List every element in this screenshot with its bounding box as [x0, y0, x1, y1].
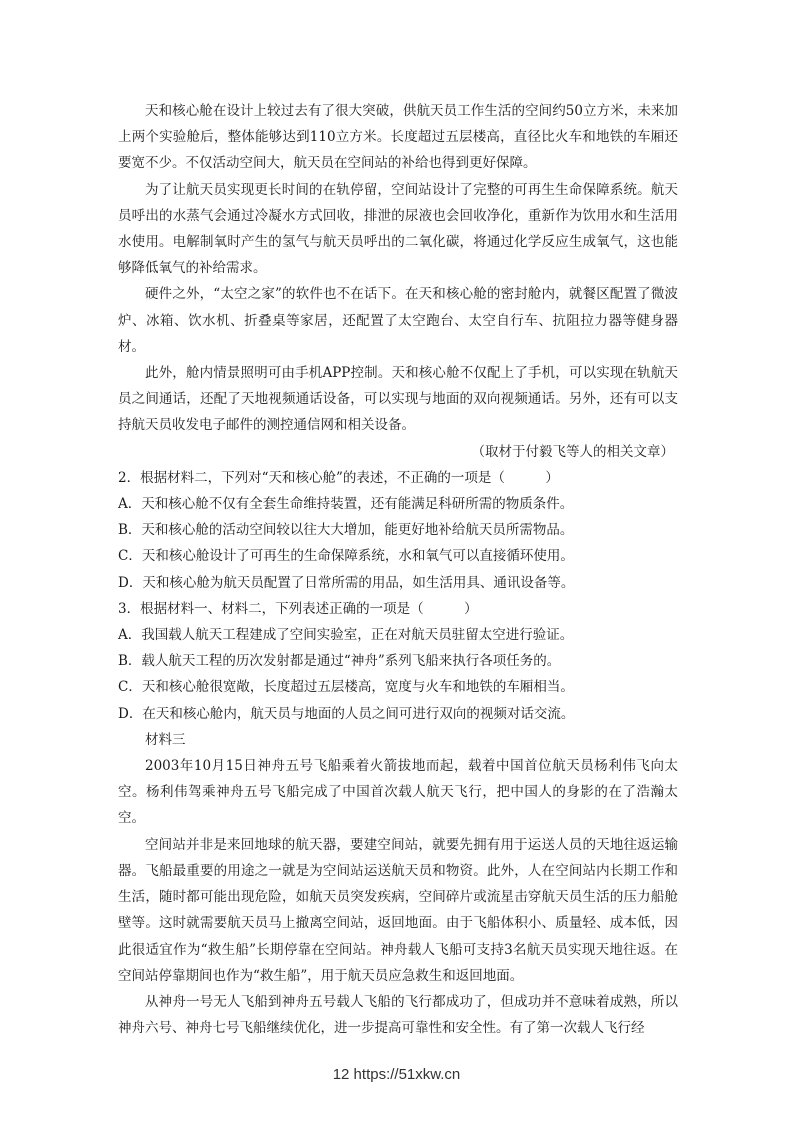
paragraph-space-volume: 天和核心舱在设计上较过去有了很大突破，供航天员工作生活的空间约50立方米，未来加上两个实验舱后，整体能够达到110立方米。长度超过五层楼高，直径比火车和地铁的车厢还要宽不少。不仅活动空间大，航天员在空间站的补给也得到更好保障。	[118, 103, 678, 172]
question-2-stem: 2．根据材料二，下列对“天和核心舱”的表述，不正确的一项是（ ）	[118, 469, 559, 486]
paragraph-shenzhou-series: 从神舟一号无人飞船到神舟五号载人飞船的飞行都成功了，但成功并不意味着成熟，所以神舟六号、神舟七号飞船继续优化，进一步提高可靠性和安全性。有了第一次载人飞行经	[118, 993, 678, 1037]
question-3-stem: 3．根据材料一、材料二，下列表述正确的一项是（ ）	[118, 600, 478, 617]
material-3-heading: 材料三	[145, 731, 186, 748]
question-3-option-d: D．在天和核心舱内，航天员与地面的人员之间可进行双向的视频对话交流。	[118, 705, 575, 722]
paragraph-life-support: 为了让航天员实现更长时间的在轨停留，空间站设计了完整的可再生生命保障系统。航天员呼出的水蒸气会通过冷凝水方式回收，排泄的尿液也会回收净化，重新作为饮用水和生活用水使用。电解制氧时产生的氢气与航天员呼出的二氧化碳，将通过化学反应生成氧气，这也能够降低氧气的补给需求。	[118, 181, 678, 277]
paragraph-software: 硬件之外，“太空之家”的软件也不在话下。在天和核心舱的密封舱内，就餐区配置了微波炉、冰箱、饮水机、折叠桌等家居，还配置了太空跑台、太空自行车、抗阻拉力器等健身器材。	[118, 286, 678, 355]
question-3-option-b: B．载人航天工程的历次发射都是通过“神舟”系列飞船来执行各项任务的。	[118, 653, 561, 670]
question-2-option-c: C．天和核心舱设计了可再生的生命保障系统，水和氧气可以直接循环使用。	[118, 548, 574, 565]
page-footer: 12 https://51xkw.cn	[332, 1066, 461, 1083]
source-note: （取材于付毅飞等人的相关文章）	[471, 443, 674, 460]
paragraph-shenzhou5: 2003年10月15日神舟五号飞船乘着火箭拔地而起，载着中国首位航天员杨利伟飞向太空。杨利伟驾乘神舟五号飞船完成了中国首次载人航天飞行，把中国人的身影的在了浩瀚太空。	[118, 758, 678, 827]
document-body	[118, 98, 678, 1041]
question-3-option-a: A．我国载人航天工程建成了空间实验室，正在对航天员驻留太空进行验证。	[118, 627, 574, 644]
paragraph-communication: 此外，舱内情景照明可由手机APP控制。天和核心舱不仅配上了手机，可以实现在轨航天员之间通话，还配了天地视频通话设备，可以实现与地面的双向视频通话。另外，还有可以支持航天员收发电子邮件的测控通信网和相关设备。	[118, 365, 678, 434]
question-2-option-d: D．天和核心舱为航天员配置了日常所需的用品，如生活用具、通讯设备等。	[118, 574, 575, 591]
question-2-option-a: A．天和核心舱不仅有全套生命维持装置，还有能满足科研所需的物质条件。	[118, 496, 574, 513]
paragraph-space-station-ferry: 空间站并非是来回地球的航天器，要建空间站，就要先拥有用于运送人员的天地往返运输器。飞船最重要的用途之一就是为空间站运送航天员和物资。此外，人在空间站内长期工作和生活，随时都可能出现危险，如航天员突发疾病，空间碎片或流星击穿航天员生活的压力船舱壁等。这时就需要航天员马上撤离空间站，返回地面。由于飞船体积小、质量轻、成本低，因此很适宜作为“救生船”长期停靠在空间站。神舟载人飞船可支持3名航天员实现天地往返。在空间站停靠期间也作为“救生船”，用于航天员应急救生和返回地面。	[118, 836, 678, 984]
question-2-option-b: B．天和核心舱的活动空间较以往大大增加，能更好地补给航天员所需物品。	[118, 522, 574, 539]
question-3-option-c: C．天和核心舱很宽敞，长度超过五层楼高，宽度与火车和地铁的车厢相当。	[118, 679, 574, 696]
